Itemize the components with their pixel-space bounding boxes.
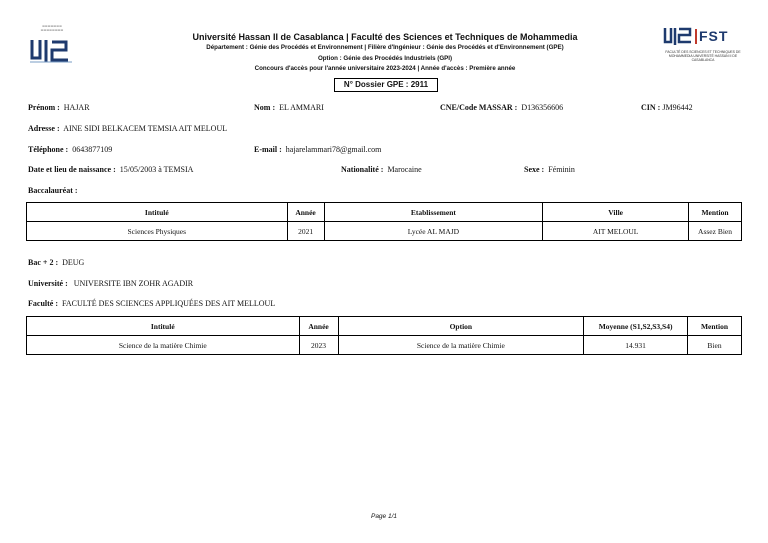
nationalite-field	[341, 165, 422, 174]
table-cell: 14.931	[584, 336, 688, 355]
nom-field	[254, 103, 324, 112]
header-institution: Université Hassan II de Casablanca | Faculté des Sciences et Techniques de Mohammedia	[192, 32, 578, 42]
bac2-value: DEUG	[62, 258, 85, 267]
nationalite-label: Nationalité :	[341, 165, 384, 174]
table-cell: Science de la matière Chimie	[27, 336, 300, 355]
page-number: Page 1/1	[370, 513, 398, 520]
naissance-field	[28, 165, 193, 174]
cin-label: CIN :	[641, 103, 661, 112]
universite-field	[28, 279, 193, 288]
email-value: hajarelammari78@gmail.com	[285, 145, 382, 154]
cne-field	[440, 103, 563, 112]
dossier-number: N° Dossier GPE : 2911	[334, 78, 438, 92]
telephone-label: Téléphone :	[28, 145, 69, 154]
table-cell: Science de la matière Chimie	[338, 336, 584, 355]
header-department: Département : Génie des Procédés et Environnement | Filière d'Ingénieur : Génie des Procédés et d'Environnement (GPE)	[206, 44, 564, 51]
faculte-value: FACULTÉ DES SCIENCES APPLIQUÉES DES AIT MELLOUL	[62, 299, 276, 308]
naissance-label: Date et lieu de naissance :	[28, 165, 116, 174]
faculte-field	[28, 299, 275, 308]
universite-label: Université :	[28, 279, 68, 288]
bac-table	[26, 202, 742, 241]
telephone-field	[28, 145, 112, 154]
university-logo	[26, 24, 78, 70]
table-cell: Sciences Physiques	[27, 222, 288, 241]
sexe-value: Féminin	[548, 165, 575, 174]
header-concours: Concours d'accès pour l'année universitaire 2023-2024 | Année d'accès : Première année	[254, 65, 516, 72]
column-header: Moyenne (S1,S2,S3,S4)	[584, 317, 688, 336]
bac2-label: Bac + 2 :	[28, 258, 59, 267]
bac-label: Baccalauréat :	[28, 186, 78, 195]
table-cell: Lycée AL MAJD	[324, 222, 543, 241]
prenom-field	[28, 103, 90, 112]
telephone-value: 0643877109	[72, 145, 113, 154]
nationalite-value: Marocaine	[387, 165, 422, 174]
sexe-label: Sexe :	[524, 165, 545, 174]
cne-label: CNE/Code MASSAR :	[440, 103, 518, 112]
table-cell: Bien	[688, 336, 742, 355]
adresse-label: Adresse :	[28, 124, 60, 133]
prenom-value: HAJAR	[63, 103, 90, 112]
sexe-field	[524, 165, 575, 174]
cne-value: D136356606	[521, 103, 564, 112]
table-header-row	[27, 317, 742, 336]
university-logo-arabic-text: ▬▬▬▬▬▬▬ ▬▬▬▬▬▬▬▬	[40, 24, 64, 32]
table-cell: AIT MELOUL	[543, 222, 689, 241]
bac2-field	[28, 258, 84, 267]
column-header: Mention	[689, 203, 742, 222]
universite-value: UNIVERSITE IBN ZOHR AGADIR	[73, 279, 194, 288]
fst-divider	[695, 29, 697, 44]
fst-logo-text: FST	[699, 28, 729, 44]
faculte-label: Faculté :	[28, 299, 58, 308]
fst-logo-caption: FACULTÉ DES SCIENCES ET TECHNIQUES DE MOHAMMEDIA UNIVERSITÉ HASSAN II DE CASABLANCA	[665, 50, 741, 62]
email-field	[254, 145, 381, 154]
table-row	[27, 222, 742, 241]
table-row	[27, 336, 742, 355]
column-header: Mention	[688, 317, 742, 336]
bac2-table	[26, 316, 742, 355]
adresse-value: AINE SIDI BELKACEM TEMSIA AIT MELOUL	[63, 124, 228, 133]
prenom-label: Prénom :	[28, 103, 60, 112]
uh2c-emblem-icon	[26, 32, 78, 70]
column-header: Année	[299, 317, 338, 336]
adresse-field	[28, 124, 227, 133]
bac-section-label	[28, 186, 78, 195]
header-option: Option : Génie des Procédés Industriels (GPI)	[317, 55, 453, 62]
table-cell: Assez Bien	[689, 222, 742, 241]
fst-emblem-icon	[663, 26, 693, 48]
naissance-value: 15/05/2003 à TEMSIA	[119, 165, 194, 174]
column-header: Année	[287, 203, 324, 222]
column-header: Etablissement	[324, 203, 543, 222]
column-header: Ville	[543, 203, 689, 222]
table-cell: 2023	[299, 336, 338, 355]
cin-value: JM96442	[662, 103, 693, 112]
table-header-row	[27, 203, 742, 222]
table-cell: 2021	[287, 222, 324, 241]
column-header: Intitulé	[27, 317, 300, 336]
column-header: Intitulé	[27, 203, 288, 222]
column-header: Option	[338, 317, 584, 336]
nom-value: EL AMMARI	[279, 103, 324, 112]
nom-label: Nom :	[254, 103, 276, 112]
email-label: E-mail :	[254, 145, 282, 154]
cin-field	[641, 103, 693, 112]
fst-logo	[663, 26, 743, 66]
